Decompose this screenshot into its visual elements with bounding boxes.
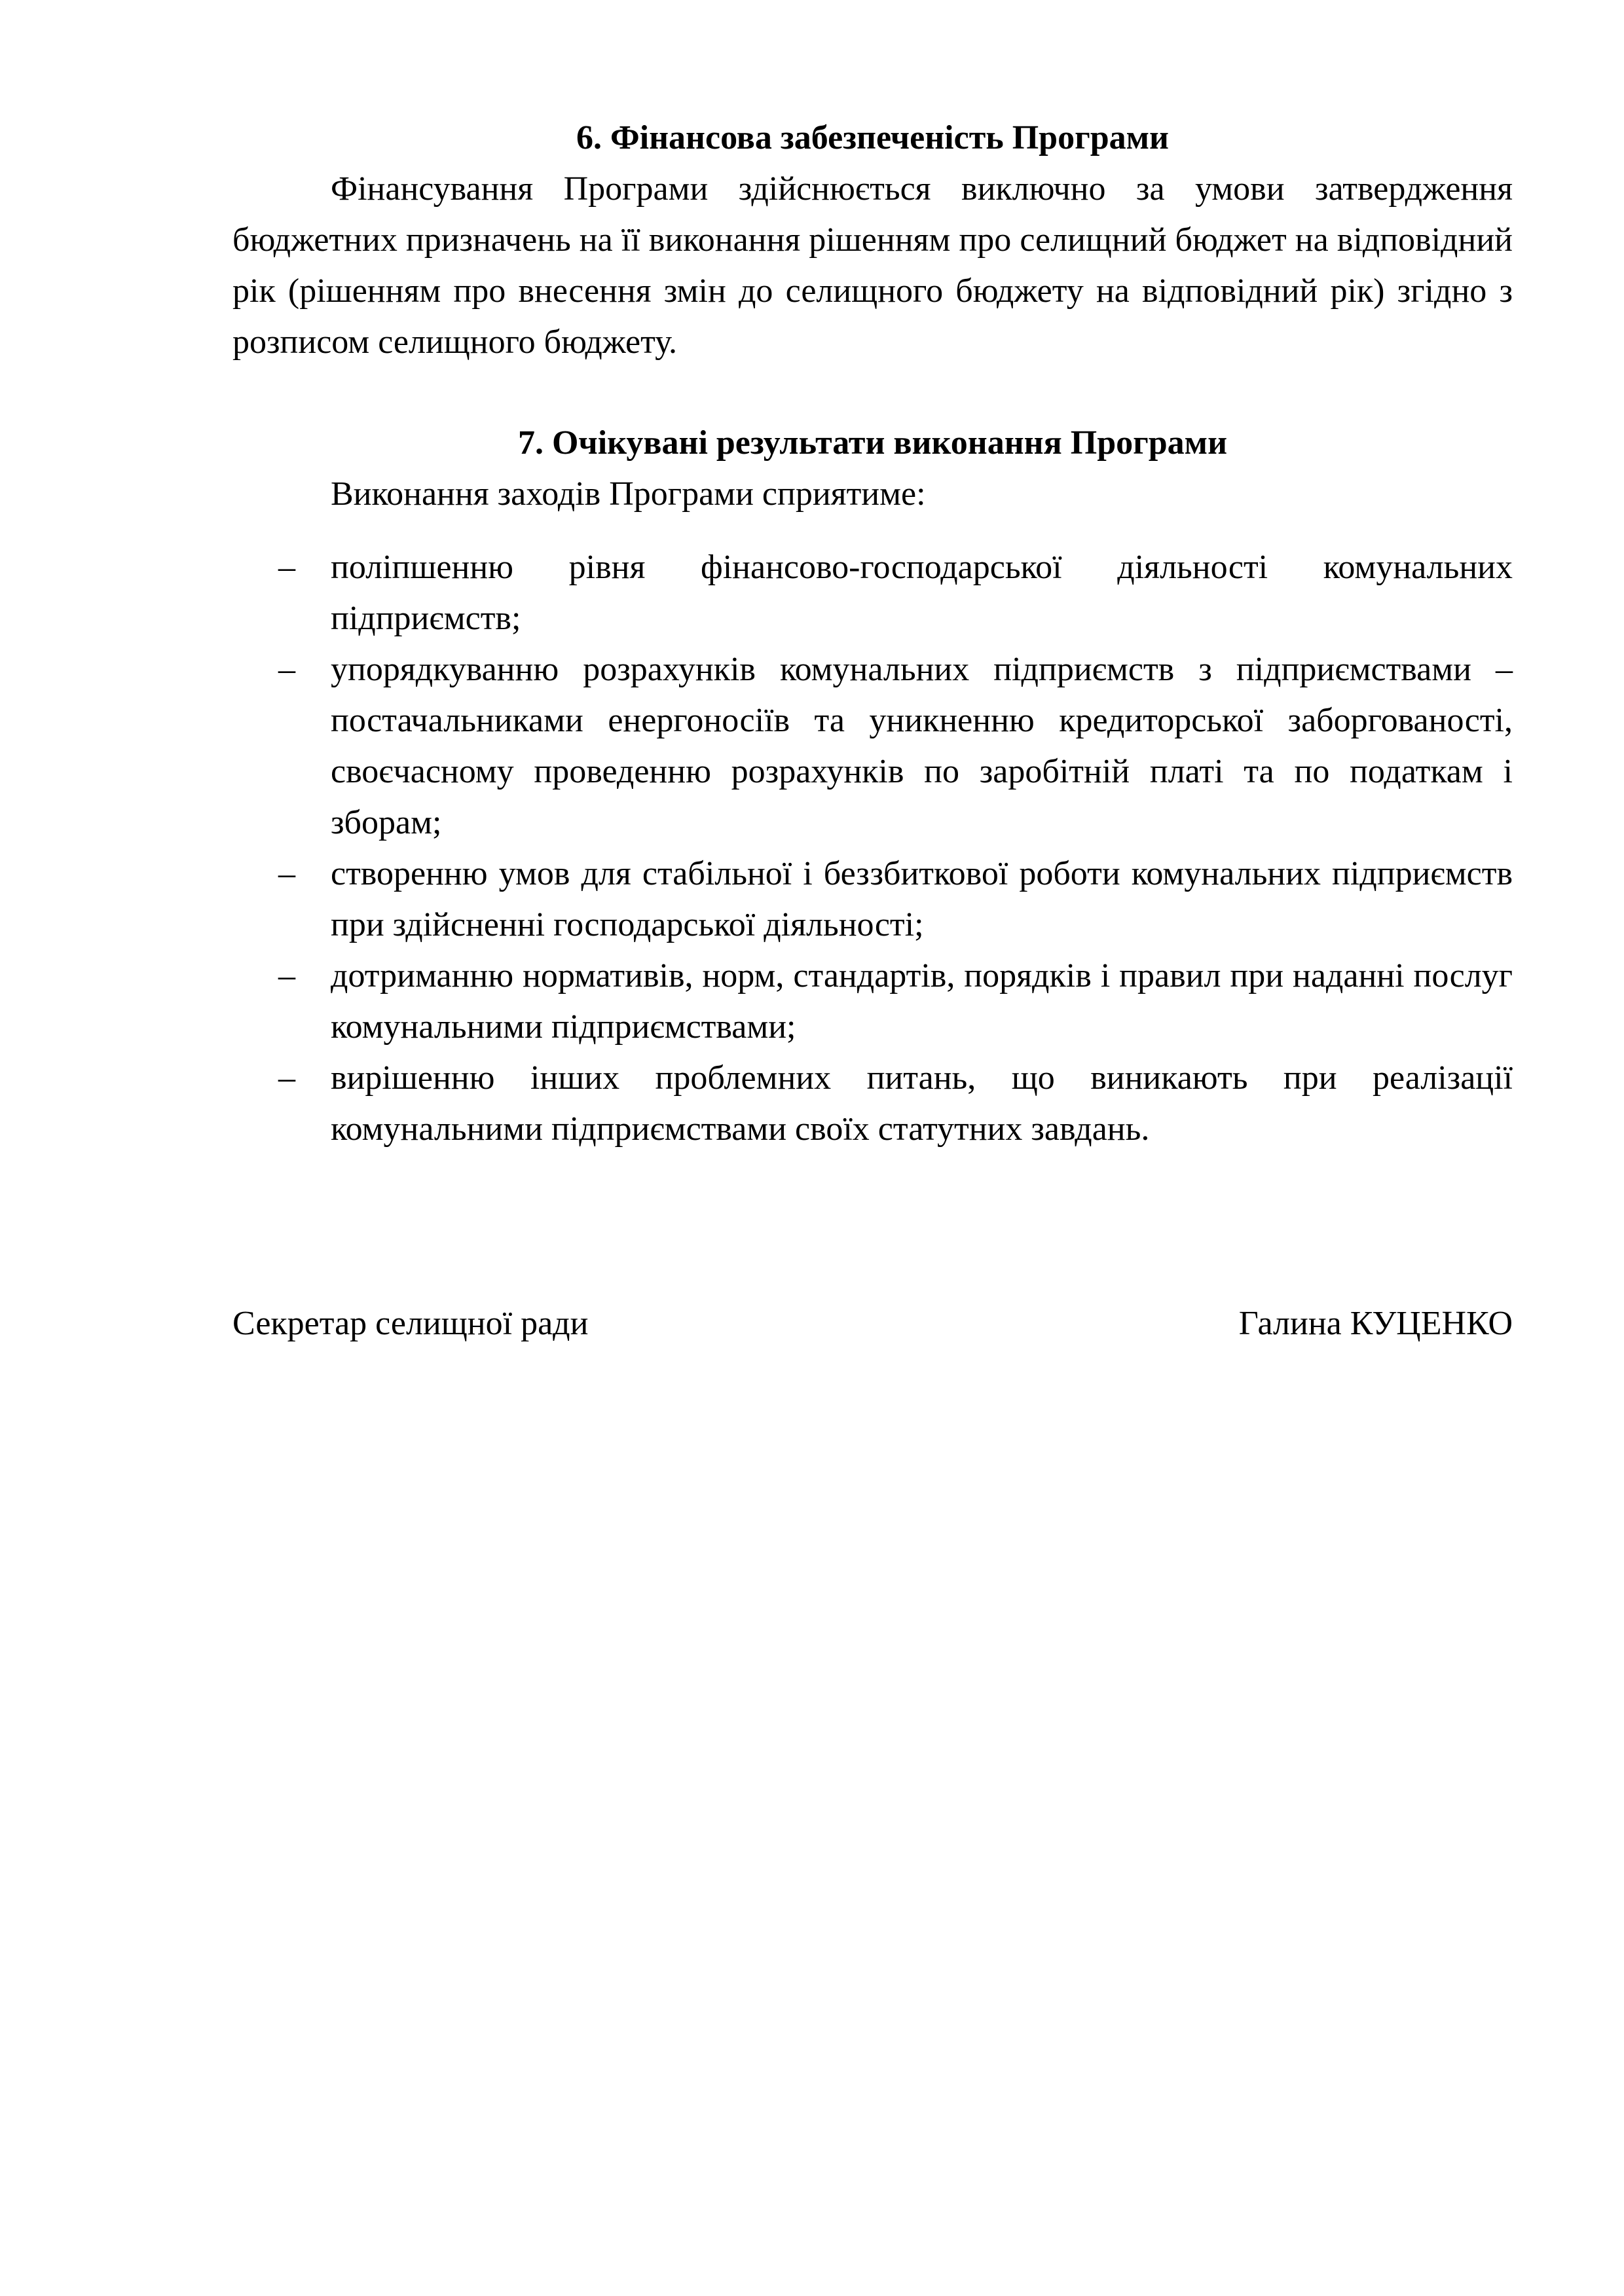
list-item-text: створенню умов для стабільної і беззбиткової роботи комунальних підприємств при здійсненні господарської діяльності;	[331, 855, 1513, 943]
signature-position: Секретар селищної ради	[232, 1305, 589, 1342]
results-list	[232, 542, 1513, 1155]
dash-marker: –	[278, 855, 295, 892]
dash-marker: –	[278, 957, 295, 994]
list-item-text: поліпшенню рівня фінансово-господарської діяльності комунальних підприємств;	[331, 549, 1513, 637]
dash-marker: –	[278, 651, 295, 688]
section-6-paragraph: Фінансування Програми здійснюється виключно за умови затвердження бюджетних призначень на її виконання рішенням про селищний бюджет на відповідний рік (рішенням про внесення змін до селищного бюджету на відповідний рік) згідно з розписом селищного бюджету.	[232, 170, 1513, 361]
signature-block	[232, 1298, 1513, 1349]
list-item	[232, 848, 1513, 951]
signature-name: Галина КУЦЕНКО	[1238, 1305, 1513, 1342]
dash-marker: –	[278, 1059, 295, 1097]
list-item-text: вирішенню інших проблемних питань, що виникають при реалізації комунальними підприємствами своїх статутних завдань.	[331, 1059, 1513, 1148]
list-item	[232, 644, 1513, 848]
list-item	[232, 1053, 1513, 1155]
dash-marker: –	[278, 549, 295, 586]
section-7-intro: Виконання заходів Програми сприятиме:	[331, 475, 926, 513]
list-item	[232, 542, 1513, 644]
section-6-heading: 6. Фінансова забезпеченість Програми	[576, 119, 1170, 156]
section-7-heading: 7. Очікувані результати виконання Програми	[517, 424, 1228, 462]
list-item	[232, 951, 1513, 1053]
document-page	[232, 113, 1513, 1155]
list-item-text: дотриманню нормативів, норм, стандартів, порядків і правил при наданні послуг комунальними підприємствами;	[331, 957, 1513, 1046]
list-item-text: упорядкуванню розрахунків комунальних підприємств з підприємствами – постачальниками енергоносіїв та уникненню кредиторської заборгованості, своєчасному проведенню розрахунків по заробітній платі та по податкам і зборам;	[331, 651, 1513, 841]
